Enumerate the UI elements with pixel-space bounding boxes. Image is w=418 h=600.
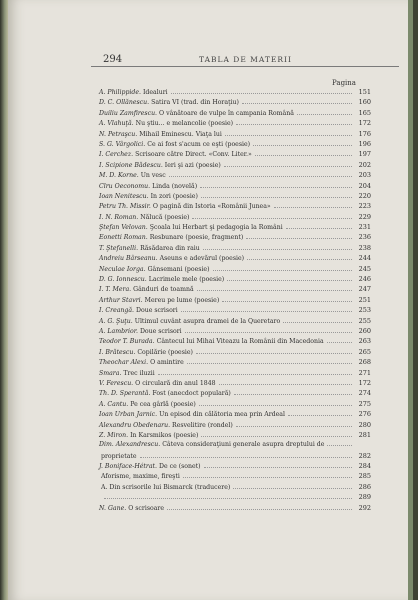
toc-entry — [99, 171, 371, 181]
entry-page-number: 245 — [358, 264, 371, 273]
leader-dots — [158, 370, 352, 375]
entry-page-number: 247 — [358, 285, 371, 294]
toc-entry — [99, 483, 371, 493]
leader-dots — [246, 234, 352, 239]
entry-author: Arthur Stavri. — [99, 296, 143, 304]
entry-page-number: 204 — [358, 181, 371, 190]
leader-dots — [274, 203, 352, 208]
toc-entry — [99, 452, 371, 462]
entry-title: Ieri şi azi (poesie) — [164, 161, 221, 169]
leader-dots — [167, 505, 352, 510]
toc-entry — [99, 119, 371, 129]
entry-title: O scrisoare — [128, 504, 165, 512]
leader-dots — [297, 110, 352, 115]
entry-page-number: 289 — [358, 493, 371, 502]
table-of-contents — [99, 88, 371, 514]
entry-author: I. Scipione Bădescu. — [99, 161, 163, 169]
entry-title: In Karsmikos (poesie) — [130, 431, 199, 439]
toc-entry — [99, 306, 371, 316]
entry-page-number: 231 — [358, 223, 371, 232]
page-edge — [408, 0, 413, 600]
entry-author: I. Cerchez. — [99, 151, 134, 159]
entry-author: Clru Oeconomu. — [99, 182, 151, 190]
entry-author: Duiliu Zamfirescu. — [99, 109, 158, 117]
entry-title: A. Din scrisorile lui Bismarck (traducere) — [101, 483, 231, 491]
entry-title: Mihail Eminescu. Viaţa lui — [139, 130, 222, 138]
leader-dots — [200, 183, 352, 188]
toc-entry — [99, 472, 371, 482]
toc-entry — [99, 265, 371, 275]
entry-page-number: 244 — [358, 254, 371, 263]
leader-dots — [201, 432, 352, 437]
toc-entry — [99, 233, 371, 243]
entry-author: A. Lambrior. — [99, 327, 138, 335]
entry-author: I. T. Mera. — [99, 286, 132, 294]
toc-entry — [99, 431, 371, 441]
toc-entry — [99, 317, 371, 327]
toc-entry — [99, 493, 371, 503]
entry-author: Th. D. Sperantă. — [99, 390, 151, 398]
leader-dots — [201, 193, 352, 198]
entry-title: Satira VI (trad. din Horaţiu) — [151, 99, 239, 107]
entry-page-number: 223 — [358, 202, 371, 211]
entry-page-number: 263 — [358, 337, 371, 346]
entry-page-number: 284 — [358, 462, 371, 471]
entry-page-number: 276 — [358, 410, 371, 419]
entry-page-number: 203 — [358, 171, 371, 180]
entry-title: Doue scrisori — [136, 307, 178, 315]
entry-page-number: 282 — [358, 451, 371, 460]
entry-page-number: 238 — [358, 243, 371, 252]
leader-dots — [213, 266, 352, 271]
entry-author: J. Boniface-Hétrat. — [99, 463, 158, 471]
entry-title: Linda (novelă) — [152, 182, 198, 190]
leader-dots — [224, 162, 352, 167]
leader-dots — [187, 359, 352, 364]
entry-page-number: 280 — [358, 420, 371, 429]
entry-author: Z. Miron. — [99, 431, 129, 439]
entry-author: Ştefan Velovan. — [99, 224, 148, 232]
entry-title: proprietate — [101, 452, 137, 460]
leader-dots — [197, 286, 352, 291]
leader-dots — [234, 390, 352, 395]
entry-title: Doue scrisori — [139, 327, 182, 335]
entry-title: Gânsemani (poesie) — [147, 265, 210, 273]
toc-entry — [99, 389, 371, 399]
entry-author: Petru Th. Missir. — [99, 203, 151, 211]
entry-title: Fost (anecdoct populară) — [152, 390, 231, 398]
entry-author: A. Cantu. — [99, 400, 129, 408]
toc-entry — [99, 275, 371, 285]
entry-title: Resbunare (poesie, fragment) — [149, 234, 244, 242]
toc-entry — [99, 130, 371, 140]
toc-entry — [99, 421, 371, 431]
entry-title: Ce ai fost s'acum ce eşti (poesie) — [147, 140, 251, 148]
toc-entry — [99, 337, 371, 347]
leader-dots — [236, 120, 352, 125]
leader-dots — [255, 151, 352, 156]
leader-dots — [183, 473, 352, 478]
entry-author: A. Philippide. — [99, 89, 141, 96]
entry-page-number: 220 — [358, 191, 371, 200]
toc-entry — [99, 504, 371, 514]
entry-page-number: 292 — [358, 503, 371, 512]
entry-title: Cântecul lui Mihai Viteazu la Românii din Macedonia — [156, 338, 324, 346]
entry-title: Un episod din călătoria mea prin Ardeal — [159, 411, 285, 419]
toc-entry — [99, 192, 371, 202]
running-title: TABLA DE MATERII — [199, 55, 292, 64]
entry-title: Un vesc — [140, 172, 166, 180]
leader-dots — [181, 307, 352, 312]
toc-entry — [99, 358, 371, 368]
entry-page-number: 260 — [358, 326, 371, 335]
entry-page-number: 197 — [358, 150, 371, 159]
toc-entry — [99, 182, 371, 192]
entry-title: Copilărie (poesie) — [137, 348, 193, 356]
entry-author: I. Creangă. — [99, 307, 135, 315]
entry-author: Dim. Alexandrescu. — [99, 441, 161, 449]
leader-dots — [288, 411, 352, 416]
page-header — [91, 54, 401, 70]
entry-page-number: 275 — [358, 399, 371, 408]
entry-author: V. Ferescu. — [99, 379, 134, 387]
leader-dots — [327, 338, 352, 343]
entry-page-number: 176 — [358, 129, 371, 138]
entry-page-number: 236 — [358, 233, 371, 242]
leader-dots — [242, 99, 352, 104]
entry-title: Câteva consideraţiuni generale asupra dreptului de — [162, 441, 325, 449]
leader-dots — [199, 401, 352, 406]
leader-dots — [236, 422, 352, 427]
leader-dots — [171, 89, 352, 94]
entry-author: Neculae Iorga. — [99, 265, 146, 273]
toc-entry — [99, 410, 371, 420]
leader-dots — [192, 214, 352, 219]
entry-author: T. Ştefanelli. — [99, 244, 139, 252]
header-rule — [91, 66, 399, 67]
book-spine — [0, 0, 8, 600]
entry-page-number: 202 — [358, 160, 371, 169]
leader-dots — [247, 255, 352, 260]
leader-dots — [227, 276, 352, 281]
leader-dots — [327, 441, 352, 446]
toc-entry — [99, 379, 371, 389]
entry-title: In zori (poesie) — [150, 192, 198, 200]
entry-page-number: 172 — [358, 378, 371, 387]
entry-author: I. N. Roman. — [99, 213, 139, 221]
entry-author: D. G. Ionnescu. — [99, 276, 147, 284]
entry-title: Aforisme, maxime, fireşti — [101, 473, 180, 481]
entry-author: Theochar Alexi. — [99, 359, 149, 367]
toc-entry — [99, 150, 371, 160]
entry-title: Nălucă (poesie) — [140, 213, 190, 221]
entry-title: Şcoala lui Herbart şi pedagogia la Români — [149, 224, 283, 232]
entry-page-number: 271 — [358, 368, 371, 377]
entry-title: O pagină din Istoria «Românii Junea» — [152, 203, 271, 211]
entry-author: A. Vlahuţă. — [99, 120, 134, 128]
entry-title: Scrisoare către Direct. «Conv. Liter.» — [135, 151, 252, 159]
toc-entry — [99, 462, 371, 472]
entry-author: D. C. Ollănescu. — [99, 99, 150, 107]
leader-dots — [222, 297, 352, 302]
leader-dots — [196, 349, 352, 354]
entry-title: Mereu pe lume (poesie) — [144, 296, 220, 304]
entry-title: Pe cea gârlă (poesie) — [130, 400, 196, 408]
leader-dots — [203, 245, 352, 250]
entry-page-number: 165 — [358, 108, 371, 117]
entry-title: Idealuri — [142, 89, 168, 96]
entry-author: Ioan Urban Jarnic. — [99, 411, 158, 419]
toc-entry — [99, 441, 371, 451]
leader-dots — [219, 380, 352, 385]
entry-page-number: 196 — [358, 139, 371, 148]
entry-page-number: 265 — [358, 347, 371, 356]
entry-title: De ce (sonet) — [159, 463, 201, 471]
entry-page-number: 255 — [358, 316, 371, 325]
leader-dots — [185, 328, 352, 333]
toc-entry — [99, 213, 371, 223]
entry-author: Ioan Nenitescu. — [99, 192, 149, 200]
entry-title: O circulară din anul 1848 — [135, 379, 216, 387]
toc-entry — [99, 348, 371, 358]
entry-author: Teodor T. Burada. — [99, 338, 155, 346]
entry-author: N. Gane. — [99, 504, 127, 512]
toc-entry — [99, 285, 371, 295]
toc-entry — [99, 400, 371, 410]
entry-title: Gânduri de toamnă — [133, 286, 194, 294]
entry-page-number: 253 — [358, 306, 371, 315]
leader-dots — [253, 141, 352, 146]
entry-title: Aseuns e adevărul (poesie) — [159, 255, 245, 263]
entry-title: Nu ştiu... e melancolie (poesie) — [135, 120, 234, 128]
entry-title: Trec iluzii — [123, 369, 155, 377]
toc-entry — [99, 98, 371, 108]
toc-entry — [99, 327, 371, 337]
entry-author: Smara. — [99, 369, 122, 377]
toc-entry — [99, 161, 371, 171]
entry-page-number: 251 — [358, 295, 371, 304]
leader-dots — [140, 453, 352, 458]
leader-dots — [286, 224, 352, 229]
toc-entry — [99, 223, 371, 233]
toc-entry — [99, 296, 371, 306]
entry-page-number: 286 — [358, 482, 371, 491]
leader-dots — [233, 484, 352, 489]
toc-entry — [99, 254, 371, 264]
toc-entry — [99, 109, 371, 119]
entry-page-number: 229 — [358, 212, 371, 221]
entry-title: O amintire — [150, 359, 184, 367]
entry-title: Ultimul cuvânt asupra dramei de la Queretaro — [134, 317, 281, 325]
entry-author: Eonetti Roman. — [99, 234, 148, 242]
entry-author: M. D. Korne. — [99, 172, 139, 180]
entry-page-number: 281 — [358, 430, 371, 439]
entry-author: I. Brătescu. — [99, 348, 136, 356]
entry-page-number: 274 — [358, 389, 371, 398]
toc-entry — [99, 202, 371, 212]
toc-entry — [99, 369, 371, 379]
entry-page-number: 160 — [358, 98, 371, 107]
leader-dots — [225, 131, 352, 136]
leader-dots — [204, 463, 352, 468]
entry-page-number: 172 — [358, 119, 371, 128]
page-number: 294 — [103, 54, 123, 65]
entry-title: Răsădarea din raiu — [140, 244, 200, 252]
leader-dots — [104, 494, 352, 499]
leader-dots — [283, 318, 352, 323]
toc-entry — [99, 88, 371, 98]
entry-page-number: 151 — [358, 88, 371, 96]
entry-page-number: 285 — [358, 472, 371, 481]
toc-entry — [99, 140, 371, 150]
entry-page-number: 268 — [358, 358, 371, 367]
toc-entry — [99, 244, 371, 254]
entry-title: O vânătoare de vulpe în campania Română — [159, 109, 294, 117]
entry-author: Andreiu Bârseanu. — [99, 255, 158, 263]
entry-title: Lacrimele mele (poesie) — [148, 276, 225, 284]
entry-author: N. Petraşcu. — [99, 130, 138, 138]
entry-title: Resvelitire (rondel) — [172, 421, 233, 429]
entry-page-number: 246 — [358, 275, 371, 284]
entry-author: A. G. Şuţu. — [99, 317, 133, 325]
leader-dots — [169, 172, 352, 177]
column-heading: Pagina — [332, 79, 356, 87]
entry-author: S. G. Vârgolici. — [99, 140, 146, 148]
entry-author: Alexandru Obedenaru. — [99, 421, 171, 429]
